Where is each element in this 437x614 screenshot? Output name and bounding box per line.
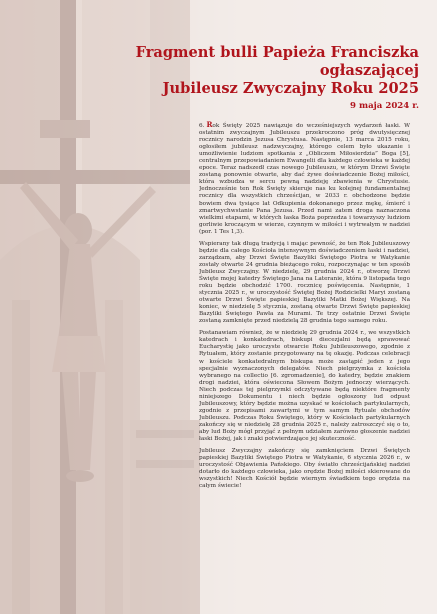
title-line-1: Fragment bulli Papieża Franciszka ogłaszającej <box>135 44 419 79</box>
document-title <box>89 44 419 98</box>
paragraph-text: Wspierany tak długą tradycją i mając pewność, że ten Rok Jubileuszowy będzie dla całego Kościoła intensywnym doświadczeniem łaski i nadziei, zarządzam, aby Drzwi Święte Bazyliki Świętego Piotra w Watykanie zostały otwarte 24 grudnia bieżącego roku, rozpoczynając w ten sposób Jubileusz Zwyczajny. W niedzielę, 29 grudnia 2024 r., otworzę Drzwi Święte mojej katedry Świętego Jana na Lateranie, która 9 listopada tego roku będzie obchodzić 1700. rocznicę poświęcenia. Następnie, 1 stycznia 2025 r., w uroczystość Świętej Bożej Rodzicielki Maryi zostaną otwarte Drzwi Święte papieskiej Bazyliki Matki Bożej Większej. Na koniec, w niedzielę 5 stycznia, zostaną otwarte Drzwi Święte papieskiej Bazyliki Świętego Pawła za Murami. Te trzy ostatnie Drzwi Święte zostaną zamknięte przed niedzielą 28 grudnia tego samego roku. <box>199 240 410 325</box>
paragraph-text: ok Święty 2025 nawiązuje do wcześniejszych wydarzeń łaski. W ostatnim zwyczajnym Jubileuszu przekroczono próg dwutysięcznej rocznicy narodzin Jezusa Chrystusa. Następnie, 13 marca 2015 roku, ogłosiłem jubileusz nadzwyczajny, którego celem było ukazanie i umożliwienie ludziom spotkania z „Obliczem Miłosierdzia” Boga [5], centralnym przepowiadaniem Ewangelii dla każdego człowieka w każdej epoce. Teraz nadszedł czas nowego Jubileuszu, w którym Drzwi Święte zostaną ponownie otwarte, aby dać żywe doświadczenie Bożej miłości, która wzbudza w sercu pewną nadzieję zbawienia w Chrystusie. Jednocześnie ten Rok Święty skieruje nas ku kolejnej fundamentalnej rocznicy dla wszystkich chrześcijan, w 2033 r. obchodzone będzie bowiem dwa tysiące lat Odkupienia dokonanego przez mękę, śmierć i zmartwychwstanie Pana Jezusa. Przed nami zatem droga naznaczona wielkimi etapami, w których łaska Boża poprzedza i towarzyszy ludziom gorliwie kroczącym w wierze, czynnym w miłości i wytrwałym w nadziei (por. 1 Tes 1,3). <box>199 123 410 235</box>
document-date: 9 maja 2024 r. <box>350 101 419 111</box>
paragraph-number: 6. <box>199 123 205 129</box>
paragraph <box>199 330 410 443</box>
dropcap-letter: R <box>206 121 213 129</box>
paragraph-text: Postanawiam również, że w niedzielę 29 grudnia 2024 r., we wszystkich katedrach i konkatedrach, biskupi diecezjalni będą sprawować Eucharystię jako uroczyste otwarcie Roku Jubileuszowego, zgodnie z Rytuałem, który zostanie przygotowany na tę okazję. Podczas celebracji w kościele konkatedralnym biskupa może zastąpić jeden z jego specjalnie wyznaczonych delegatów. Niech pielgrzymka z kościoła wybranego na collectio [6. zgromadzenie], do katedry, będzie znakiem drogi nadziei, która oświecona Słowem Bożym jednoczy wierzących. Niech podczas tej pielgrzymki odczytywane będą niektóre fragmenty niniejszego Dokumentu i niech będzie ogłoszony lud odpust Jubileuszowy, który będzie można uzyskać w kościołach partykularnych, zgodnie z przepisami zawartymi w tym samym Rytuale obchodów Jubileuszu. Podczas Roku Świętego, który w Kościołach partykularnych zakończy się w niedzielę 28 grudnia 2025 r., należy zatroszczyć się o to, aby lud Boży mógł przyjąć z pełnym udziałem zarówno głoszenie nadziei łaski Bożej, jak i znaki potwierdzające jej skuteczność. <box>199 330 410 443</box>
paragraph <box>199 448 410 490</box>
title-block <box>89 44 419 112</box>
paragraph <box>199 241 410 326</box>
paragraph <box>199 121 410 236</box>
paragraph-text: Jubileusz Zwyczajny zakończy się zamknięciem Drzwi Świętych papieskiej Bazyliki Świętego Piotra w Watykanie, 6 stycznia 2026 r., w uroczystość Objawienia Pańskiego. Oby światło chrześcijańskiej nadziei dotarło do każdego człowieka, jako orędzie Bożej miłości skierowane do wszystkich! Niech Kościół będzie wiernym świadkiem tego orędzia na całym świecie! <box>199 448 410 490</box>
title-line-2: Jubileusz Zwyczajny Roku 2025 <box>162 80 419 97</box>
body-text-column <box>199 121 410 601</box>
